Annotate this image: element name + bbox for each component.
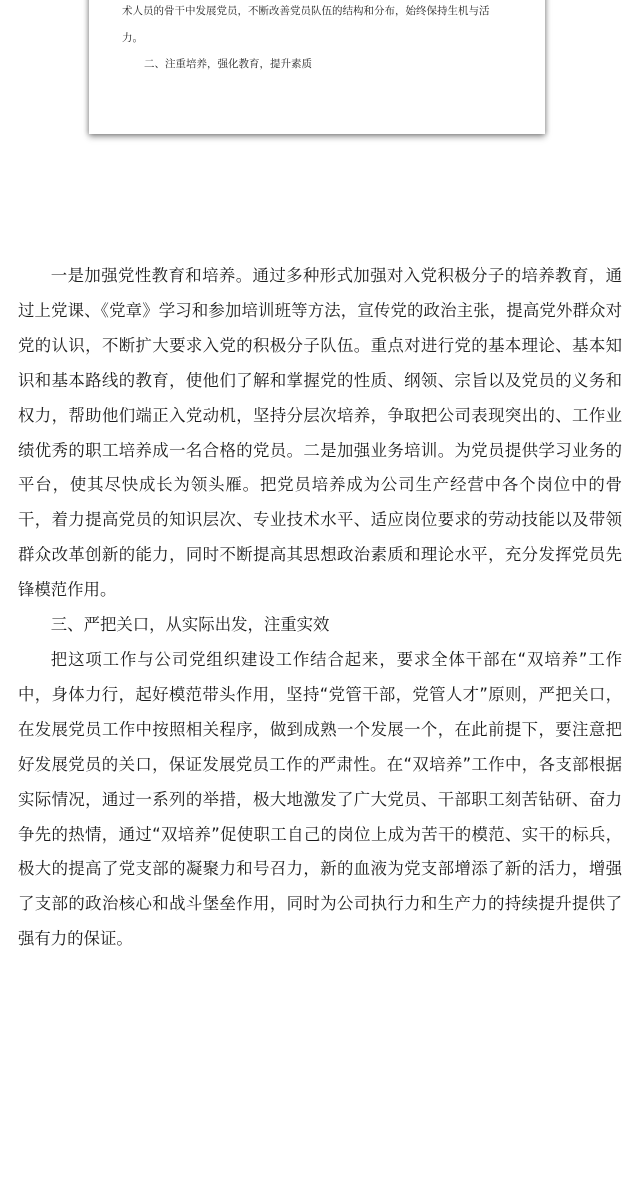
document-preview-card xyxy=(89,0,545,134)
section-heading: 三、严把关口，从实际出发，注重实效 xyxy=(50,615,330,635)
article-paragraph-training: 一是加强党性教育和培养。通过多种形式加强对入党积极分子的培养教育，通过上党课、《党章》学习和参加培训班等方法，宣传党的政治主张，提高党外群众对党的认识，不断扩大要求入党的积极分子队伍。重点对进行党的基本理论、基本知识和基本路线的教育，使他们了解和掌握党的性质、纲领、宗旨以及党员的义务和权力，帮助他们端正入党动机，坚持分层次培养，争取把公司表现突出的、工作业绩优秀的职工培养成一名合格的党员。二是加强业务培训。为党员提供学习业务的平台，使其尽快成长为领头雁。把党员培养成为公司生产经营中各个岗位中的骨干，着力提高党员的知识层次、专业技术水平、适应岗位要求的劳动技能以及带领群众改革创新的能力，同时不断提高其思想政治素质和理论水平，充分发挥党员先锋模范作用。 xyxy=(18,266,622,600)
preview-text-line: 术人员的骨干中发展党员，不断改善党员队伍的结构和分布，始终保持生机与活 xyxy=(122,5,490,17)
preview-text-line: 力。 xyxy=(122,32,143,44)
preview-section-heading: 二、注重培养，强化教育，提升素质 xyxy=(144,58,312,70)
article-body xyxy=(18,259,622,957)
article-paragraph-checkpoint: 把这项工作与公司党组织建设工作结合起来，要求全体干部在“双培养”工作中，身体力行，起好模范带头作用，坚持“党管干部，党管人才”原则，严把关口，在发展党员工作中按照相关程序，做到成熟一个发展一个，在此前提下，要注意把好发展党员的关口，保证发展党员工作的严肃性。在“双培养”工作中，各支部根据实际情况，通过一系列的举措，极大地激发了广大党员、干部职工刻苦钻研、奋力争先的热情，通过“双培养”促使职工自己的岗位上成为苦干的模范、实干的标兵，极大的提高了党支部的凝聚力和号召力，新的血液为党支部增添了新的活力，增强了支部的政治核心和战斗堡垒作用，同时为公司执行力和生产力的持续提升提供了强有力的保证。 xyxy=(18,649,622,949)
